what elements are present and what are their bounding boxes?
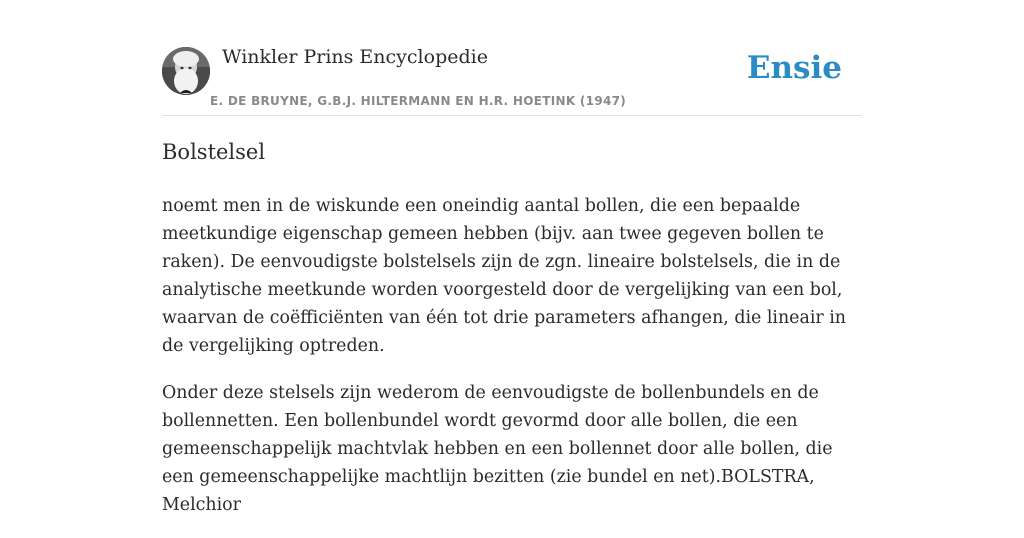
authors-credit: E. DE BRUYNE, G.B.J. HILTERMANN EN H.R. HOETINK (1947) xyxy=(210,94,627,108)
brand-logo-link[interactable]: Ensie xyxy=(746,50,842,86)
page-container xyxy=(162,0,862,515)
site-header xyxy=(162,0,862,116)
article-body xyxy=(162,192,862,538)
article-title: Bolstelsel xyxy=(162,140,266,164)
article-paragraph: noemt men in de wiskunde een oneindig aantal bollen, die een bepaalde meetkundige eigenschap gemeen hebben (bijv. aan twee gegeven bollen te raken). De eenvoudigste bolstelsels zijn de zgn. lineaire bolstelsels, die in de analytische meetkunde worden voorgesteld door de vergelijking van een bol, waarvan de coëfficiënten van één tot drie parameters afhangen, die lineair in de vergelijking optreden. xyxy=(162,196,846,356)
article-paragraph: Onder deze stelsels zijn wederom de eenvoudigste de bollenbundels en de bollennetten. Een bollenbundel wordt gevormd door alle bollen, die een gemeenschappelijk machtvlak hebben en een bollennet door alle bollen, die een gemeenschappelijke machtlijn bezitten (zie bundel en net).BOLSTRA, Melchior xyxy=(162,383,833,515)
site-title[interactable]: Winkler Prins Encyclopedie xyxy=(222,46,488,68)
portrait-avatar-icon xyxy=(162,47,210,95)
